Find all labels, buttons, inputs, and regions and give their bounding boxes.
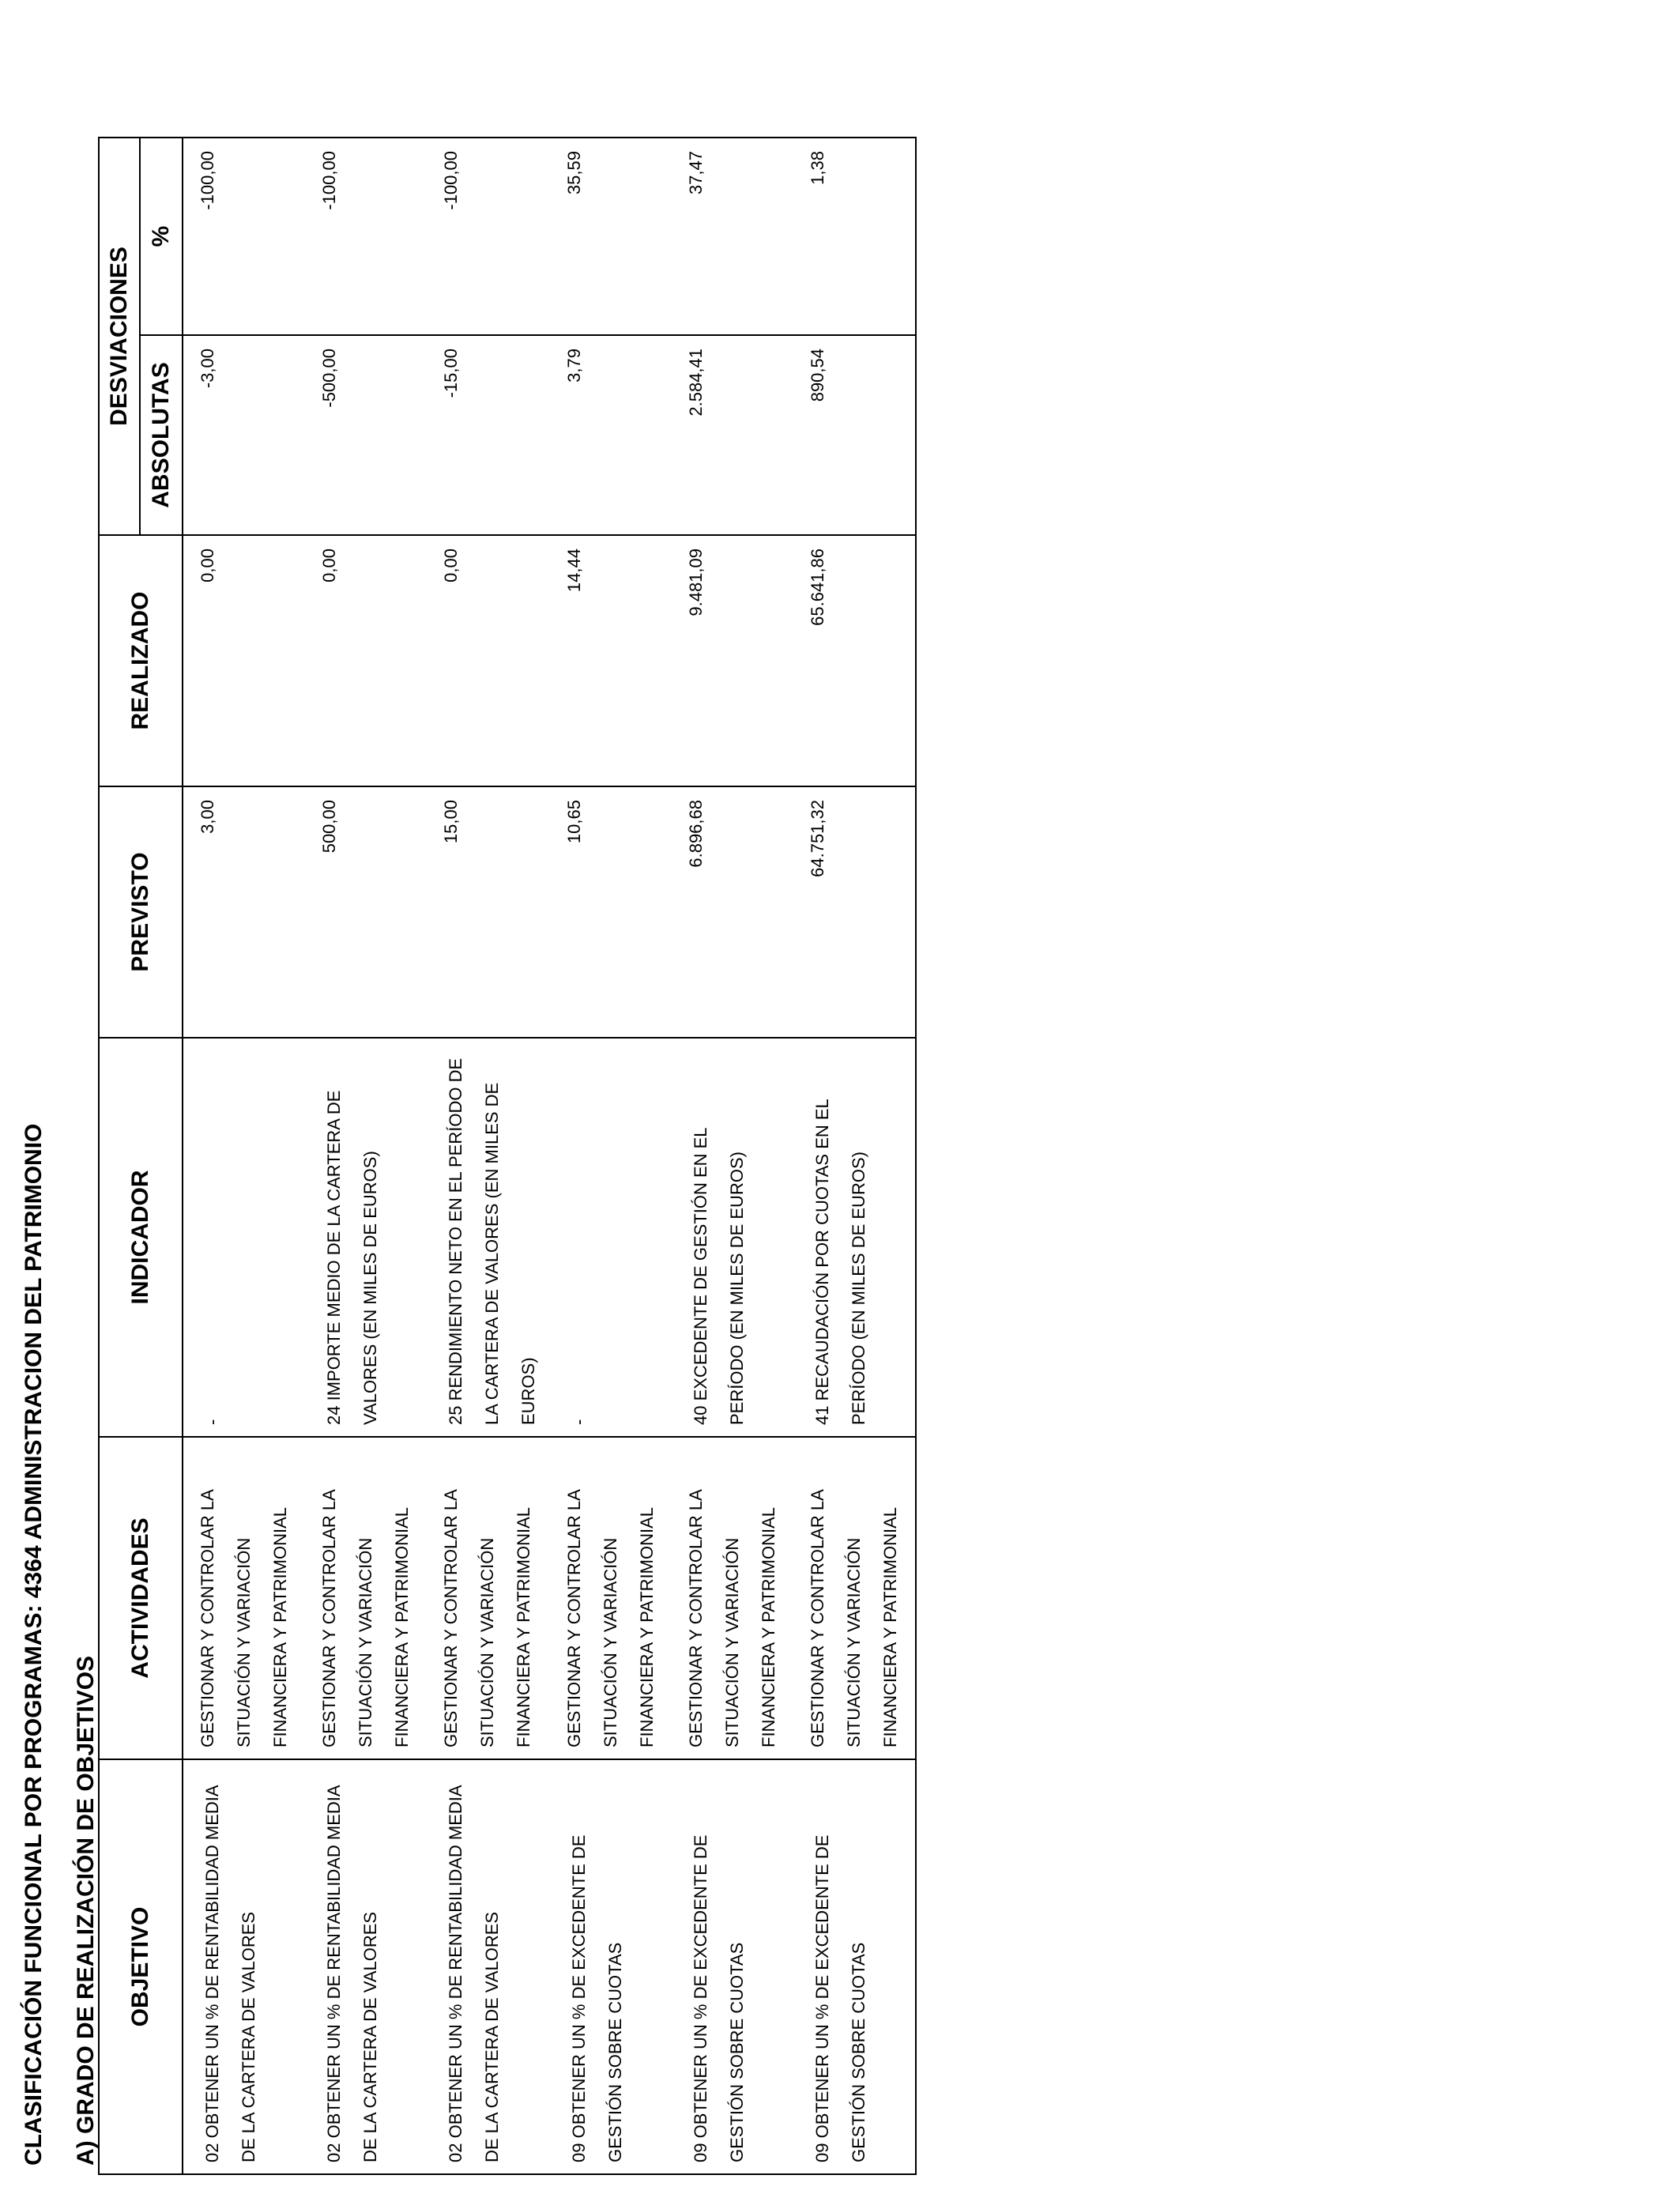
header-desviaciones: DESVIACIONES <box>99 138 140 535</box>
cell-objetivo: 02 OBTENER UN % DE RENTABILIDAD MEDIA DE LA CARTERA DE VALORES <box>183 1759 305 2174</box>
table-row <box>793 138 916 2174</box>
cell-realizado: 0,00 <box>305 535 427 786</box>
cell-objetivo: 02 OBTENER UN % DE RENTABILIDAD MEDIA DE LA CARTERA DE VALORES <box>427 1759 550 2174</box>
cell-objetivo: 09 OBTENER UN % DE EXCEDENTE DE GESTIÓN SOBRE CUOTAS <box>550 1759 672 2174</box>
header-actividades: ACTIVIDADES <box>99 1437 183 1759</box>
cell-previsto: 10,65 <box>550 786 672 1038</box>
cell-absolutas: 3,79 <box>550 335 672 535</box>
header-previsto: PREVISTO <box>99 786 183 1038</box>
table-row <box>672 138 793 2174</box>
cell-realizado: 0,00 <box>427 535 550 786</box>
cell-absolutas: -3,00 <box>183 335 305 535</box>
cell-previsto: 3,00 <box>183 786 305 1038</box>
table-row <box>183 138 305 2174</box>
cell-indicador: 41 RECAUDACIÓN POR CUOTAS EN EL PERÍODO (EN MILES DE EUROS) <box>793 1038 916 1437</box>
table-row <box>305 138 427 2174</box>
page-title: CLASIFICACIÓN FUNCIONAL POR PROGRAMAS: 4364 ADMINISTRACION DEL PATRIMONIO <box>21 1123 47 2166</box>
cell-objetivo: 09 OBTENER UN % DE EXCEDENTE DE GESTIÓN SOBRE CUOTAS <box>672 1759 793 2174</box>
cell-porcentaje: 35,59 <box>550 138 672 335</box>
cell-porcentaje: -100,00 <box>427 138 550 335</box>
cell-absolutas: -15,00 <box>427 335 550 535</box>
cell-porcentaje: -100,00 <box>305 138 427 335</box>
table-row <box>550 138 672 2174</box>
cell-objetivo: 02 OBTENER UN % DE RENTABILIDAD MEDIA DE LA CARTERA DE VALORES <box>305 1759 427 2174</box>
cell-actividad: GESTIONAR Y CONTROLAR LA SITUACIÓN Y VARIACIÓN FINANCIERA Y PATRIMONIAL <box>550 1437 672 1759</box>
header-realizado: REALIZADO <box>99 535 183 786</box>
cell-realizado: 65.641,86 <box>793 535 916 786</box>
cell-previsto: 500,00 <box>305 786 427 1038</box>
cell-porcentaje: 1,38 <box>793 138 916 335</box>
header-objetivo: OBJETIVO <box>99 1759 183 2174</box>
cell-absolutas: 890,54 <box>793 335 916 535</box>
cell-previsto: 15,00 <box>427 786 550 1038</box>
cell-indicador: 24 IMPORTE MEDIO DE LA CARTERA DE VALORES (EN MILES DE EUROS) <box>305 1038 427 1437</box>
cell-indicador: 25 RENDIMIENTO NETO EN EL PERÍODO DE LA CARTERA DE VALORES (EN MILES DE EUROS) <box>427 1038 550 1437</box>
cell-indicador: - <box>550 1038 672 1437</box>
cell-realizado: 14,44 <box>550 535 672 786</box>
cell-objetivo: 09 OBTENER UN % DE EXCEDENTE DE GESTIÓN SOBRE CUOTAS <box>793 1759 916 2174</box>
cell-porcentaje: 37,47 <box>672 138 793 335</box>
cell-actividad: GESTIONAR Y CONTROLAR LA SITUACIÓN Y VARIACIÓN FINANCIERA Y PATRIMONIAL <box>672 1437 793 1759</box>
cell-actividad: GESTIONAR Y CONTROLAR LA SITUACIÓN Y VARIACIÓN FINANCIERA Y PATRIMONIAL <box>427 1437 550 1759</box>
cell-absolutas: 2.584,41 <box>672 335 793 535</box>
objectives-table <box>98 137 917 2175</box>
header-absolutas: ABSOLUTAS <box>140 335 183 535</box>
cell-porcentaje: -100,00 <box>183 138 305 335</box>
cell-realizado: 9.481,09 <box>672 535 793 786</box>
cell-absolutas: -500,00 <box>305 335 427 535</box>
header-indicador: INDICADOR <box>99 1038 183 1437</box>
cell-indicador: - <box>183 1038 305 1437</box>
cell-indicador: 40 EXCEDENTE DE GESTIÓN EN EL PERÍODO (EN MILES DE EUROS) <box>672 1038 793 1437</box>
table-row <box>427 138 550 2174</box>
cell-previsto: 6.896,68 <box>672 786 793 1038</box>
header-porcentaje: % <box>140 138 183 335</box>
cell-actividad: GESTIONAR Y CONTROLAR LA SITUACIÓN Y VARIACIÓN FINANCIERA Y PATRIMONIAL <box>183 1437 305 1759</box>
cell-realizado: 0,00 <box>183 535 305 786</box>
cell-actividad: GESTIONAR Y CONTROLAR LA SITUACIÓN Y VARIACIÓN FINANCIERA Y PATRIMONIAL <box>793 1437 916 1759</box>
cell-actividad: GESTIONAR Y CONTROLAR LA SITUACIÓN Y VARIACIÓN FINANCIERA Y PATRIMONIAL <box>305 1437 427 1759</box>
section-subtitle: A) GRADO DE REALIZACIÓN DE OBJETIVOS <box>73 1655 99 2166</box>
cell-previsto: 64.751,32 <box>793 786 916 1038</box>
